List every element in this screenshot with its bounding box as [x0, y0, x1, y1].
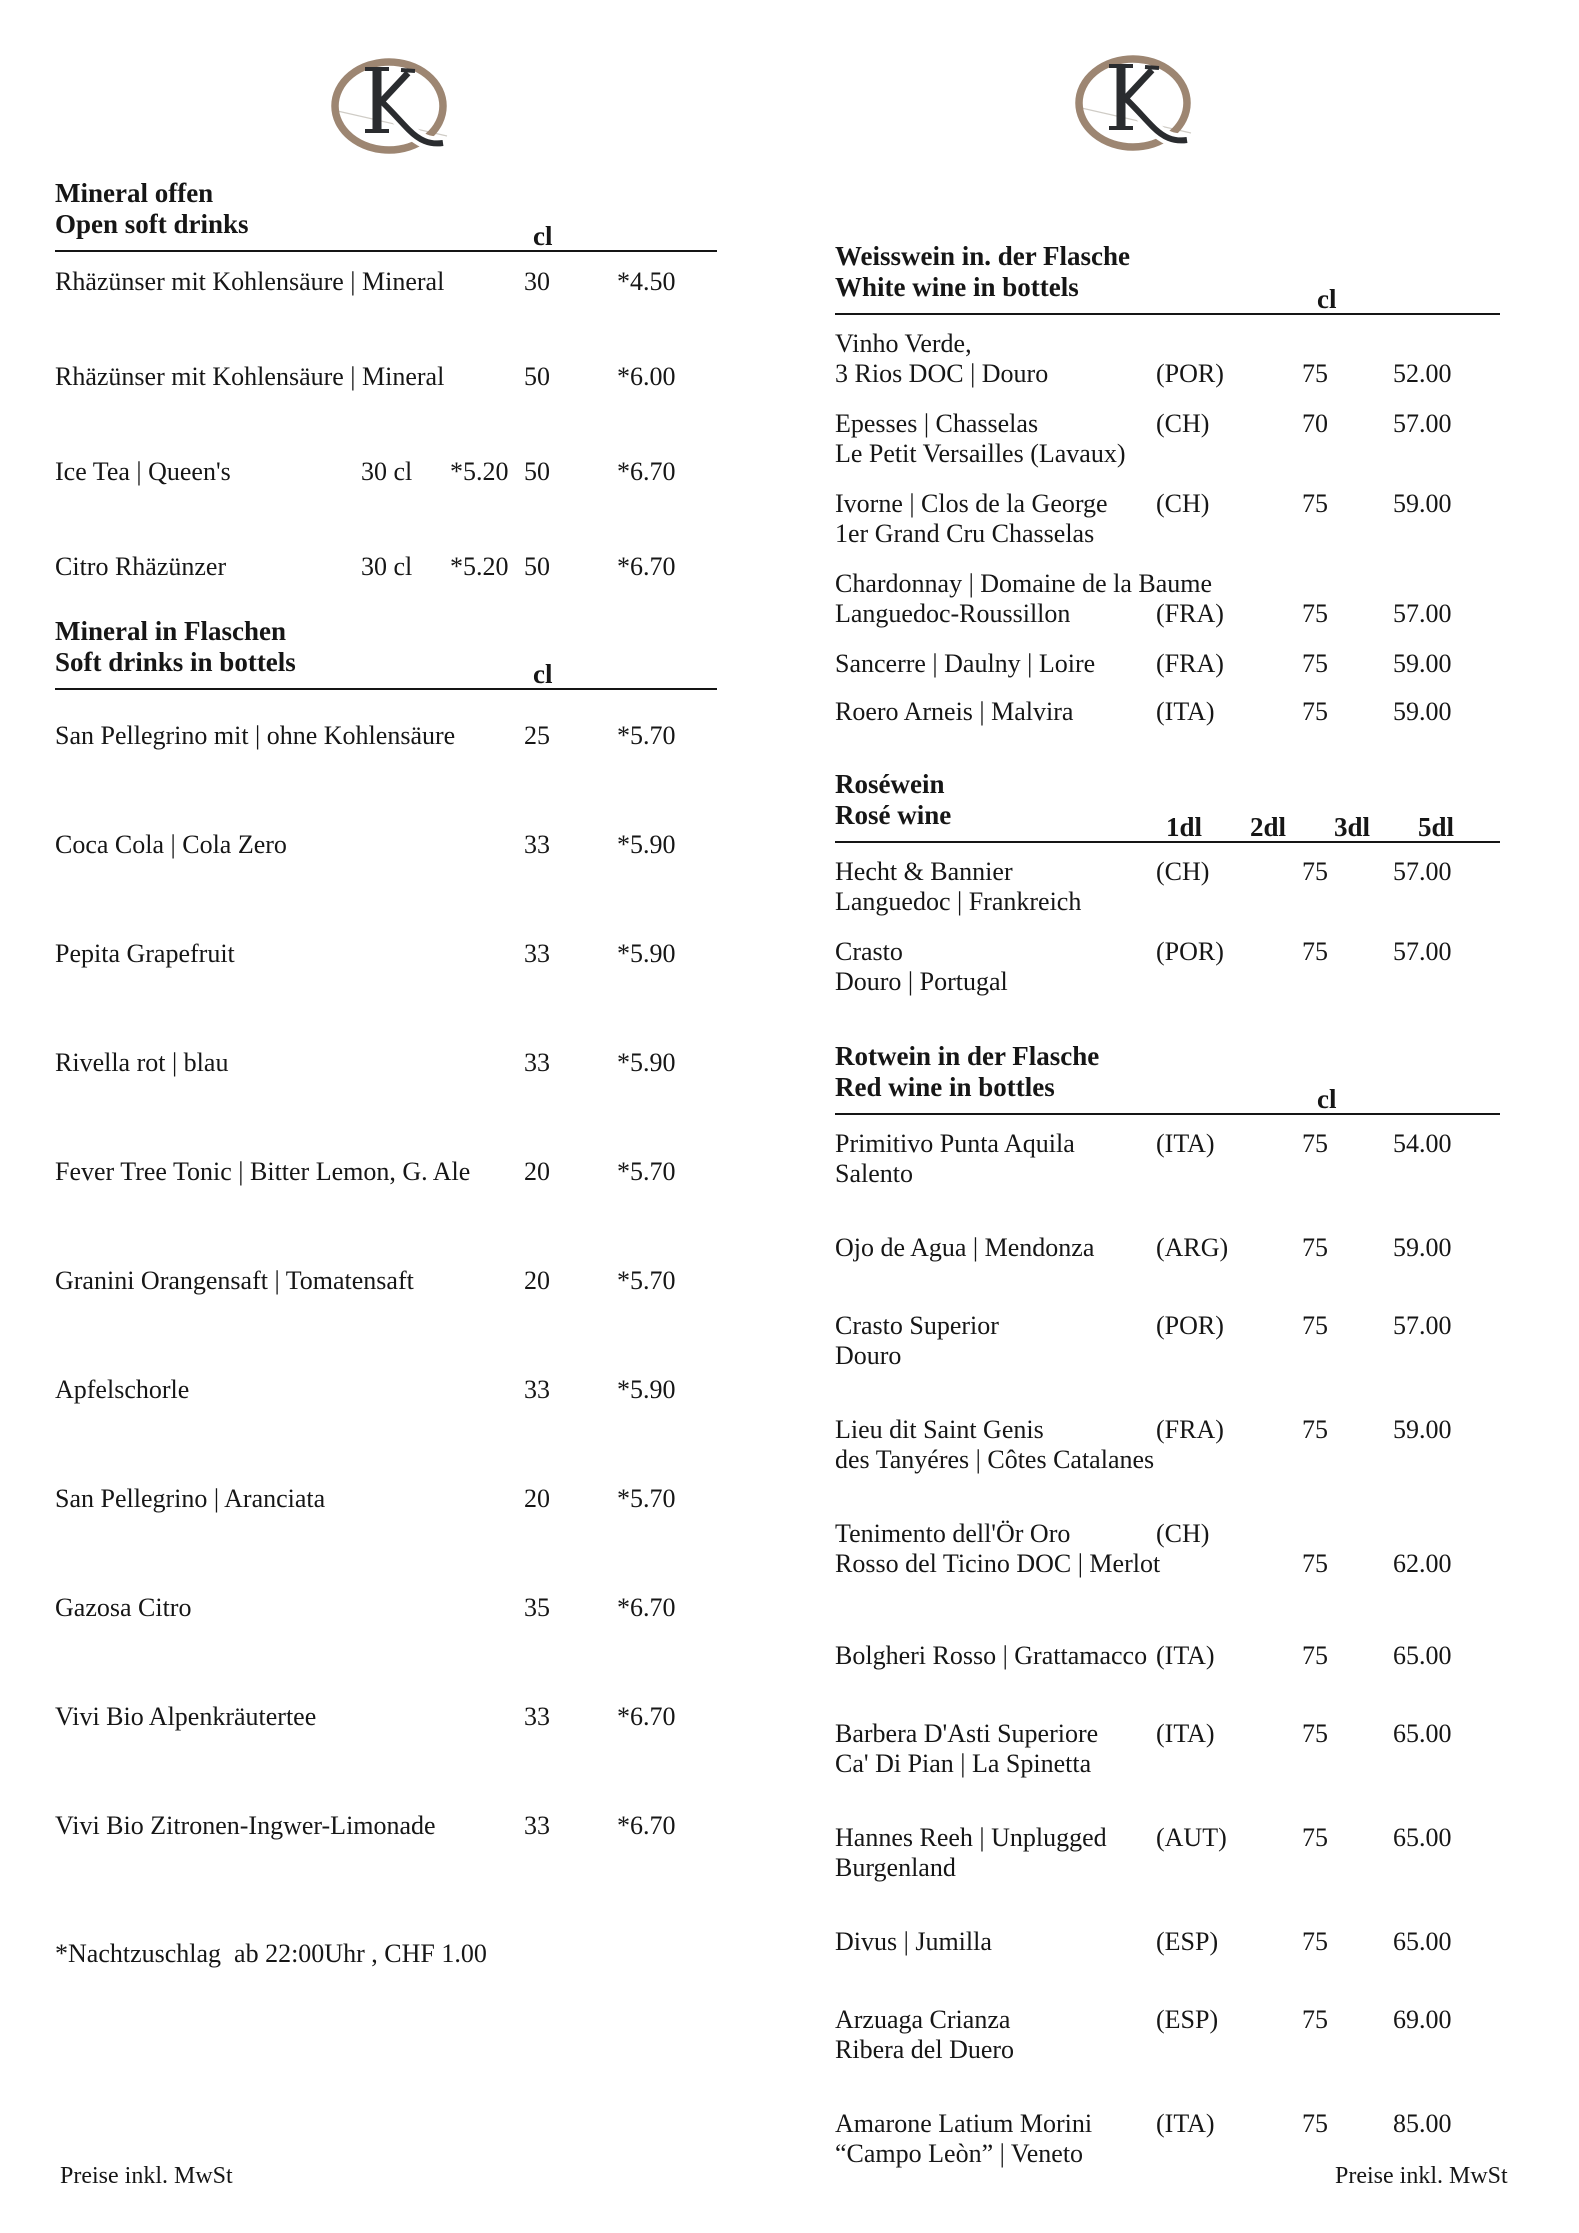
item-alt-size [361, 1047, 436, 1079]
unit-headers [533, 221, 617, 252]
wine-name: Divus | Jumilla [835, 1927, 992, 1956]
wine-price: 59.00 [1393, 1233, 1452, 1262]
wine-price: 57.00 [1393, 1311, 1452, 1340]
item-name: Gazosa Citro [55, 1593, 192, 1622]
wine-name-line2: des Tanyéres | Côtes Catalanes [835, 1445, 1155, 1474]
section-title-de: Mineral offen [55, 178, 214, 208]
item-alt-price [436, 1810, 521, 1842]
wine-cl: 75 [1302, 1233, 1328, 1262]
wine-item-row [835, 2005, 1500, 2109]
drink-item-row [55, 1156, 717, 1265]
item-cl: 30 [524, 267, 550, 296]
unit-header: cl [533, 221, 553, 251]
item-alt-price [436, 1701, 521, 1733]
wine-item-row [835, 1129, 1500, 1233]
wine-country: (ITA) [1156, 1129, 1215, 1158]
menu-section [55, 616, 717, 1919]
item-alt-size [361, 938, 436, 970]
wine-price-line2 [1390, 519, 1500, 549]
drink-item-row [55, 1374, 717, 1483]
wine-country-line2 [1155, 1445, 1270, 1475]
item-price: *5.70 [617, 1266, 676, 1295]
wine-name: Arzuaga Crianza [835, 2005, 1011, 2034]
drink-item-row [55, 1483, 717, 1592]
menu-section [835, 241, 1500, 745]
wine-price: 65.00 [1393, 1641, 1452, 1670]
item-alt-price [436, 1592, 521, 1624]
wine-name-line2: Rosso del Ticino DOC | Merlot [835, 1549, 1161, 1578]
wine-price: 69.00 [1393, 2005, 1452, 2034]
section-title-en: Red wine in bottles [835, 1072, 1055, 1102]
wine-name: Roero Arneis | Malvira [835, 697, 1074, 726]
item-name: Rhäzünser mit Kohlensäure | Mineral [55, 362, 445, 391]
wine-cl-line2 [1270, 1159, 1390, 1189]
unit-header: 3dl [1334, 812, 1371, 842]
item-cl: 33 [524, 1702, 550, 1731]
wine-country: (ESP) [1156, 1927, 1219, 1956]
wine-country-line2 [1155, 1341, 1270, 1371]
wine-item-row [835, 1311, 1500, 1415]
item-price: *6.70 [617, 1811, 676, 1840]
drink-item-row [55, 266, 717, 361]
wine-item-row [835, 649, 1500, 697]
unit-header: cl [533, 659, 553, 689]
wine-item-row [835, 857, 1500, 937]
item-alt-price [436, 1156, 521, 1188]
wine-cl: 75 [1302, 697, 1328, 726]
item-name: Apfelschorle [55, 1375, 190, 1404]
item-alt-size [361, 1592, 436, 1624]
wine-item-row [835, 1641, 1500, 1719]
menu-section [55, 178, 717, 646]
wine-name-line2: Ca' Di Pian | La Spinetta [835, 1749, 1092, 1778]
drink-item-row [55, 1701, 717, 1810]
wine-price-line2 [1390, 2035, 1500, 2065]
wine-price: 57.00 [1393, 857, 1452, 886]
wine-name: Barbera D'Asti Superiore [835, 1719, 1099, 1748]
item-price: *5.70 [617, 721, 676, 750]
wine-cl: 75 [1302, 1719, 1328, 1748]
wine-cl: 75 [1302, 1927, 1328, 1956]
unit-header: 1dl [1166, 812, 1203, 842]
wine-name: Primitivo Punta Aquila [835, 1129, 1075, 1158]
item-alt-size [361, 266, 436, 298]
wine-price: 57.00 [1393, 409, 1452, 438]
k-monogram-icon [1073, 53, 1195, 159]
wine-country-line2: (POR) [1156, 359, 1224, 388]
wine-country: (ITA) [1156, 1641, 1215, 1670]
wine-name: Crasto Superior [835, 1311, 999, 1340]
section-header [835, 1041, 1500, 1115]
wine-country: (POR) [1156, 937, 1224, 966]
wine-price: 85.00 [1393, 2109, 1452, 2138]
wine-country-line2 [1155, 2035, 1270, 2065]
drink-item-row [55, 720, 717, 829]
wine-price [1390, 1519, 1500, 1549]
wine-cl-line2: 75 [1302, 1549, 1328, 1578]
item-cl: 20 [524, 1266, 550, 1295]
wine-country: (POR) [1156, 1311, 1224, 1340]
wine-country-line2 [1155, 439, 1270, 469]
drink-item-row [55, 1265, 717, 1374]
wine-name: Lieu dit Saint Genis [835, 1415, 1044, 1444]
brand-logo-left [329, 56, 451, 162]
wine-country: (ARG) [1156, 1233, 1229, 1262]
item-cl: 25 [524, 721, 550, 750]
item-alt-size [361, 1483, 436, 1515]
left-column [55, 178, 717, 1969]
wine-price-line2 [1390, 1749, 1500, 1779]
item-alt-size [361, 720, 436, 752]
night-surcharge-note: *Nachtzuschlag ab 22:00Uhr , CHF 1.00 [55, 1939, 487, 1968]
section-title-en: White wine in bottels [835, 272, 1079, 302]
section-title-de: Weisswein in. der Flasche [835, 241, 1131, 271]
item-cl: 20 [524, 1157, 550, 1186]
section-rows [835, 315, 1500, 745]
wine-cl: 75 [1302, 2005, 1328, 2034]
item-alt-size [361, 1810, 436, 1842]
section-title-de: Mineral in Flaschen [55, 616, 286, 646]
wine-price-line2: 62.00 [1393, 1549, 1452, 1578]
wine-cl: 75 [1302, 1823, 1328, 1852]
section-rows [55, 252, 717, 646]
wine-cl-line2 [1270, 519, 1390, 549]
drink-item-row [55, 361, 717, 456]
item-alt-price [436, 829, 521, 861]
wine-price: 59.00 [1393, 1415, 1452, 1444]
item-price: *5.90 [617, 939, 676, 968]
item-price: *5.70 [617, 1484, 676, 1513]
wine-price-line2: 52.00 [1393, 359, 1452, 388]
wine-item-row [835, 329, 1500, 409]
item-alt-size [361, 1374, 436, 1406]
wine-price: 65.00 [1393, 1719, 1452, 1748]
unit-header: 5dl [1418, 812, 1455, 842]
wine-cl-line2 [1270, 1341, 1390, 1371]
wine-name: Epesses | Chasselas [835, 409, 1039, 438]
wine-name: Chardonnay | Domaine de la Baume [835, 569, 1213, 598]
wine-price [1390, 569, 1500, 599]
wine-name-line2: 1er Grand Cru Chasselas [835, 519, 1095, 548]
item-alt-size: 30 cl [361, 457, 413, 486]
wine-item-row [835, 697, 1500, 745]
drink-item-row [55, 456, 717, 551]
wine-cl: 75 [1302, 1311, 1328, 1340]
item-price: *4.50 [617, 267, 676, 296]
section-title-en: Soft drinks in bottels [55, 647, 296, 677]
item-alt-price [436, 938, 521, 970]
wine-country: (FRA) [1156, 649, 1224, 678]
wine-name-line2: Languedoc-Roussillon [835, 599, 1071, 628]
wine-country: (CH) [1156, 489, 1210, 518]
wine-cl: 75 [1302, 1641, 1328, 1670]
wine-price: 65.00 [1393, 1823, 1452, 1852]
wine-cl: 75 [1302, 937, 1328, 966]
item-cl: 35 [524, 1593, 550, 1622]
wine-item-row [835, 937, 1500, 1017]
wine-country: (ITA) [1156, 697, 1215, 726]
wine-price: 57.00 [1393, 937, 1452, 966]
item-name: Granini Orangensaft | Tomatensaft [55, 1266, 414, 1295]
item-price: *6.70 [617, 457, 676, 486]
item-cl: 33 [524, 939, 550, 968]
item-cl: 33 [524, 1811, 550, 1840]
wine-name: Bolgheri Rosso | Grattamacco [835, 1641, 1148, 1670]
item-alt-price [436, 361, 521, 393]
wine-cl: 75 [1302, 857, 1328, 886]
wine-name: Vinho Verde, [835, 329, 972, 358]
wine-country: (CH) [1156, 857, 1210, 886]
k-monogram-icon [329, 56, 451, 162]
wine-price-line2 [1390, 1341, 1500, 1371]
wine-name: Hannes Reeh | Unplugged [835, 1823, 1107, 1852]
item-name: Vivi Bio Alpenkräutertee [55, 1702, 317, 1731]
wine-name: Tenimento dell'Ör Oro [835, 1519, 1071, 1548]
footer-left: Preise inkl. MwSt [60, 2163, 233, 2189]
item-alt-size [361, 1701, 436, 1733]
wine-name: Ivorne | Clos de la George [835, 489, 1108, 518]
wine-price-line2 [1390, 1159, 1500, 1189]
wine-cl-line2 [1270, 2035, 1390, 2065]
wine-price [1390, 329, 1500, 359]
menu-section [835, 769, 1500, 1017]
wine-item-row [835, 1233, 1500, 1311]
unit-headers [1317, 284, 1401, 315]
wine-item-row [835, 1519, 1500, 1641]
wine-cl: 75 [1302, 2109, 1328, 2138]
wine-country: (ITA) [1156, 2109, 1215, 2138]
wine-item-row [835, 2109, 1500, 2213]
wine-country: (ITA) [1156, 1719, 1215, 1748]
wine-cl-line2 [1270, 1853, 1390, 1883]
wine-item-row [835, 1719, 1500, 1823]
left-sections [55, 178, 717, 1919]
wine-item-row [835, 489, 1500, 569]
wine-name: Hecht & Bannier [835, 857, 1013, 886]
wine-cl-line2 [1270, 439, 1390, 469]
right-column [835, 241, 1500, 2213]
wine-cl-line2: 75 [1302, 599, 1328, 628]
wine-cl-line2 [1270, 1749, 1390, 1779]
item-alt-price [436, 720, 521, 752]
wine-price: 54.00 [1393, 1129, 1452, 1158]
wine-country-line2 [1155, 2139, 1270, 2169]
wine-cl: 75 [1302, 489, 1328, 518]
wine-price: 59.00 [1393, 697, 1452, 726]
wine-name-line2: Languedoc | Frankreich [835, 887, 1082, 916]
unit-header: cl [1317, 284, 1337, 314]
unit-header: cl [1317, 1084, 1337, 1114]
wine-country-line2 [1155, 1159, 1270, 1189]
wine-cl: 75 [1302, 1129, 1328, 1158]
wine-cl-line2 [1270, 967, 1390, 997]
wine-item-row [835, 1415, 1500, 1519]
wine-country-line2 [1155, 887, 1270, 917]
wine-cl-line2 [1270, 1445, 1390, 1475]
item-price: *5.90 [617, 1048, 676, 1077]
section-title-de: Rotwein in der Flasche [835, 1041, 1100, 1071]
footer-right: Preise inkl. MwSt [1335, 2163, 1508, 2189]
wine-price-line2 [1390, 887, 1500, 917]
wine-country: (ESP) [1156, 2005, 1219, 2034]
wine-cl-line2: 75 [1302, 359, 1328, 388]
section-rule [55, 688, 717, 690]
drink-item-row [55, 1592, 717, 1701]
wine-price: 59.00 [1393, 489, 1452, 518]
wine-name: Crasto [835, 937, 903, 966]
wine-name-line2: “Campo Leòn” | Veneto [835, 2139, 1084, 2168]
wine-name-line2: Ribera del Duero [835, 2035, 1015, 2064]
item-alt-size: 30 cl [361, 552, 413, 581]
wine-cl [1270, 1519, 1390, 1549]
section-title-en: Open soft drinks [55, 209, 249, 239]
item-cl: 33 [524, 1048, 550, 1077]
item-price: *5.90 [617, 830, 676, 859]
wine-item-row [835, 1927, 1500, 2005]
wine-name: Amarone Latium Morini [835, 2109, 1093, 2138]
wine-name-line2: Douro | Portugal [835, 967, 1008, 996]
wine-country-line2: (FRA) [1156, 599, 1224, 628]
item-alt-price [436, 1483, 521, 1515]
item-alt-size [361, 361, 436, 393]
item-price: *6.70 [617, 1593, 676, 1622]
wine-cl [1270, 329, 1390, 359]
item-alt-size [361, 829, 436, 861]
item-alt-size [361, 1156, 436, 1188]
item-name: Citro Rhäzünzer [55, 552, 227, 581]
item-price: *5.90 [617, 1375, 676, 1404]
item-price: *6.70 [617, 552, 676, 581]
drink-item-row [55, 829, 717, 938]
item-price: *5.70 [617, 1157, 676, 1186]
item-name: Pepita Grapefruit [55, 939, 235, 968]
item-cl: 50 [524, 552, 550, 581]
wine-name-line2: 3 Rios DOC | Douro [835, 359, 1049, 388]
wine-cl: 70 [1302, 409, 1328, 438]
item-price: *6.00 [617, 362, 676, 391]
item-alt-size [361, 1265, 436, 1297]
wine-country [1155, 569, 1270, 599]
wine-cl: 75 [1302, 649, 1328, 678]
wine-country-line2 [1155, 967, 1270, 997]
menu-section [835, 1041, 1500, 2213]
section-title-en: Rosé wine [835, 800, 952, 830]
wine-country: (CH) [1156, 1519, 1210, 1548]
wine-country [1155, 329, 1270, 359]
item-alt-price [436, 1374, 521, 1406]
item-name: Rivella rot | blau [55, 1048, 229, 1077]
wine-name: Ojo de Agua | Mendonza [835, 1233, 1095, 1262]
section-title-de: Roséwein [835, 769, 945, 799]
section-rows [835, 843, 1500, 1017]
section-rows [55, 690, 717, 1919]
section-rows [835, 1115, 1500, 2213]
wine-country-line2 [1155, 1853, 1270, 1883]
wine-name-line2: Douro [835, 1341, 902, 1370]
drink-item-row [55, 1047, 717, 1156]
wine-price-line2 [1390, 439, 1500, 469]
item-cl: 33 [524, 1375, 550, 1404]
wine-country: (CH) [1156, 409, 1210, 438]
wine-name: Sancerre | Daulny | Loire [835, 649, 1096, 678]
wine-name-line2: Salento [835, 1159, 913, 1188]
unit-header: 2dl [1250, 812, 1287, 842]
item-name: Coca Cola | Cola Zero [55, 830, 287, 859]
wine-price-line2: 57.00 [1393, 599, 1452, 628]
item-alt-price [436, 1047, 521, 1079]
wine-item-row [835, 569, 1500, 649]
wine-price-line2 [1390, 1445, 1500, 1475]
unit-headers [1317, 1084, 1401, 1115]
wine-price: 65.00 [1393, 1927, 1452, 1956]
item-name: Ice Tea | Queen's [55, 457, 231, 486]
item-alt-price [436, 266, 521, 298]
drink-item-row [55, 1810, 717, 1919]
wine-item-row [835, 1823, 1500, 1927]
item-name: Fever Tree Tonic | Bitter Lemon, G. Ale [55, 1157, 471, 1186]
wine-item-row [835, 409, 1500, 489]
item-cl: 50 [524, 362, 550, 391]
section-rule [55, 250, 717, 252]
item-name: Rhäzünser mit Kohlensäure | Mineral [55, 267, 445, 296]
wine-cl: 75 [1302, 1415, 1328, 1444]
wine-country: (FRA) [1156, 1415, 1224, 1444]
item-alt-price: *5.20 [450, 457, 509, 486]
wine-name-line2: Le Petit Versailles (Lavaux) [835, 439, 1126, 468]
drink-item-row [55, 938, 717, 1047]
wine-country-line2 [1155, 519, 1270, 549]
item-name: San Pellegrino | Aranciata [55, 1484, 326, 1513]
wine-price-line2 [1390, 967, 1500, 997]
wine-cl-line2 [1270, 887, 1390, 917]
wine-name-line2: Burgenland [835, 1853, 956, 1882]
item-cl: 50 [524, 457, 550, 486]
section-header [55, 616, 717, 690]
item-name: Vivi Bio Zitronen-Ingwer-Limonade [55, 1811, 436, 1840]
wine-country-line2 [1155, 1749, 1270, 1779]
brand-logo-right [1073, 53, 1195, 159]
section-header [835, 241, 1500, 315]
wine-price: 59.00 [1393, 649, 1452, 678]
item-cl: 33 [524, 830, 550, 859]
wine-cl [1270, 569, 1390, 599]
item-alt-price: *5.20 [450, 552, 509, 581]
unit-headers [533, 659, 617, 690]
wine-price-line2 [1390, 1853, 1500, 1883]
section-header [55, 178, 717, 252]
item-cl: 20 [524, 1484, 550, 1513]
right-sections [835, 241, 1500, 2213]
unit-headers [1166, 812, 1502, 843]
item-alt-price [436, 1265, 521, 1297]
item-name: San Pellegrino mit | ohne Kohlensäure [55, 721, 456, 750]
item-price: *6.70 [617, 1702, 676, 1731]
wine-country-line2 [1155, 1549, 1270, 1579]
wine-country: (AUT) [1156, 1823, 1227, 1852]
section-header [835, 769, 1500, 843]
